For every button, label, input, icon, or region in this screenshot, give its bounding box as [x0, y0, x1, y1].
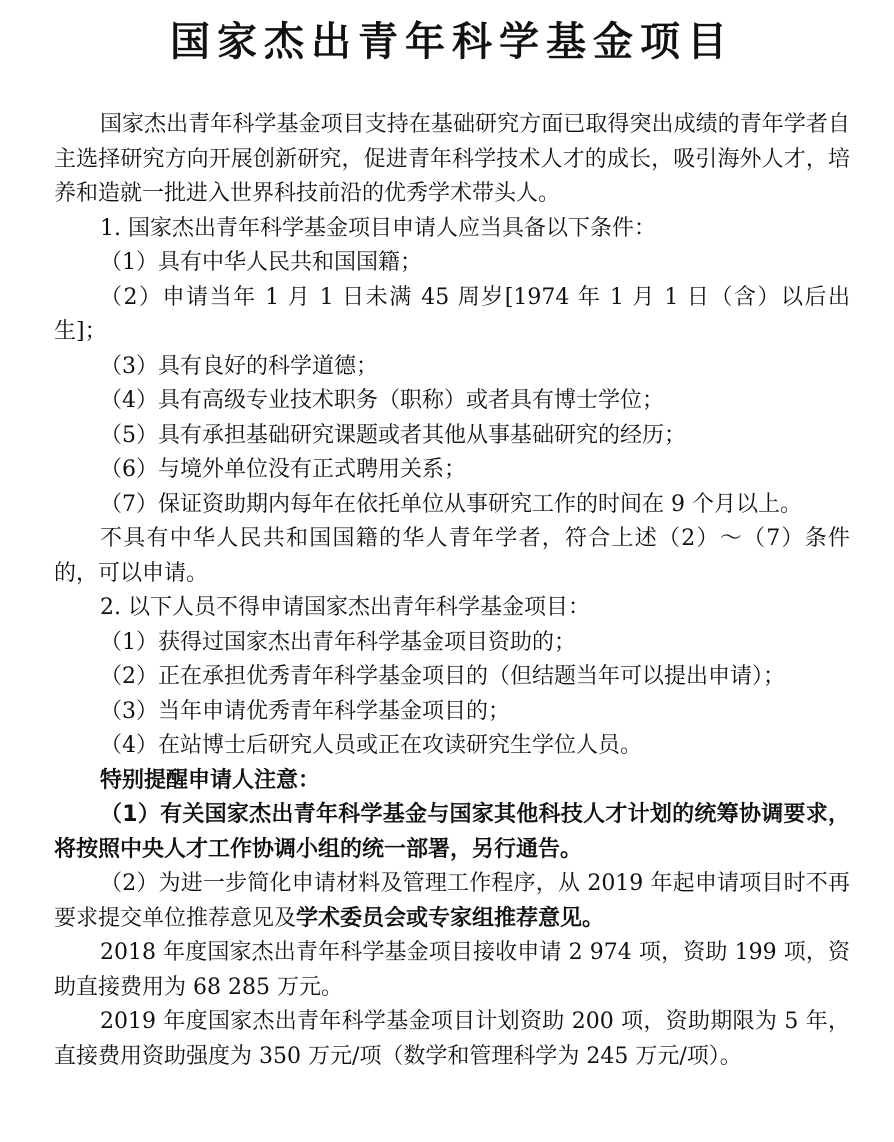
- condition-item: （2）申请当年 1 月 1 日未满 45 周岁[1974 年 1 月 1 日（含）以后出生]；: [54, 284, 850, 344]
- notice-item-1: （1）有关国家杰出青年科学基金与国家其他科技人才计划的统筹协调要求，将按照中央人才工作协调小组的统一部署，另行通告。: [54, 802, 850, 862]
- exclusion-item: （4）在站博士后研究人员或正在攻读研究生学位人员。: [100, 733, 642, 758]
- plan-2019-paragraph: 2019 年度国家杰出青年科学基金项目计划资助 200 项，资助期限为 5 年，直接费用资助强度为 350 万元/项（数学和管理科学为 245 万元/项）。: [54, 1009, 850, 1069]
- notice-heading: 特别提醒申请人注意：: [100, 767, 321, 793]
- exclusions-heading: 2. 以下人员不得申请国家杰出青年科学基金项目：: [100, 595, 590, 620]
- conditions-heading: 1. 国家杰出青年科学基金项目申请人应当具备以下条件：: [100, 215, 656, 241]
- condition-item: （3）具有良好的科学道德；: [100, 353, 378, 379]
- stats-2018-paragraph: 2018 年度国家杰出青年科学基金项目接收申请 2 974 项，资助 199 项，资助直接费用为 68 285 万元。: [54, 940, 850, 1000]
- condition-item: （7）保证资助期内每年在依托单位从事研究工作的时间在 9 个月以上。: [100, 491, 802, 517]
- exclusion-item: （1）获得过国家杰出青年科学基金项目资助的；: [100, 629, 576, 655]
- condition-item: （5）具有承担基础研究课题或者其他从事基础研究的经历；: [100, 422, 686, 448]
- page-title: 国家杰出青年科学基金项目: [170, 19, 734, 65]
- notice-item-2: [54, 867, 850, 936]
- intro-paragraph: 国家杰出青年科学基金项目支持在基础研究方面已取得突出成绩的青年学者自主选择研究方向开展创新研究，促进青年科学技术人才的成长，吸引海外人才，培养和造就一批进入世界科技前沿的优秀学术带头人。: [54, 112, 850, 206]
- notice-item-2-bold: 学术委员会或专家组推荐意见。: [296, 905, 605, 931]
- exclusion-item: （3）当年申请优秀青年科学基金项目的；: [100, 698, 510, 724]
- condition-item: （4）具有高级专业技术职务（职称）或者具有博士学位；: [100, 388, 664, 413]
- exclusion-item: （2）正在承担优秀青年科学基金项目的（但结题当年可以提出申请）；: [100, 664, 785, 689]
- condition-item: （1）具有中华人民共和国国籍；: [100, 250, 422, 275]
- condition-item: （6）与境外单位没有正式聘用关系；: [100, 457, 466, 482]
- foreign-scholar-note: 不具有中华人民共和国国籍的华人青年学者，符合上述（2）～（7）条件的，可以申请。: [54, 526, 850, 586]
- notice-item-2-text: （2）为进一步简化申请材料及管理工作程序，从 2019 年起申请项目时不再要求提交单位推荐意见及: [54, 871, 850, 931]
